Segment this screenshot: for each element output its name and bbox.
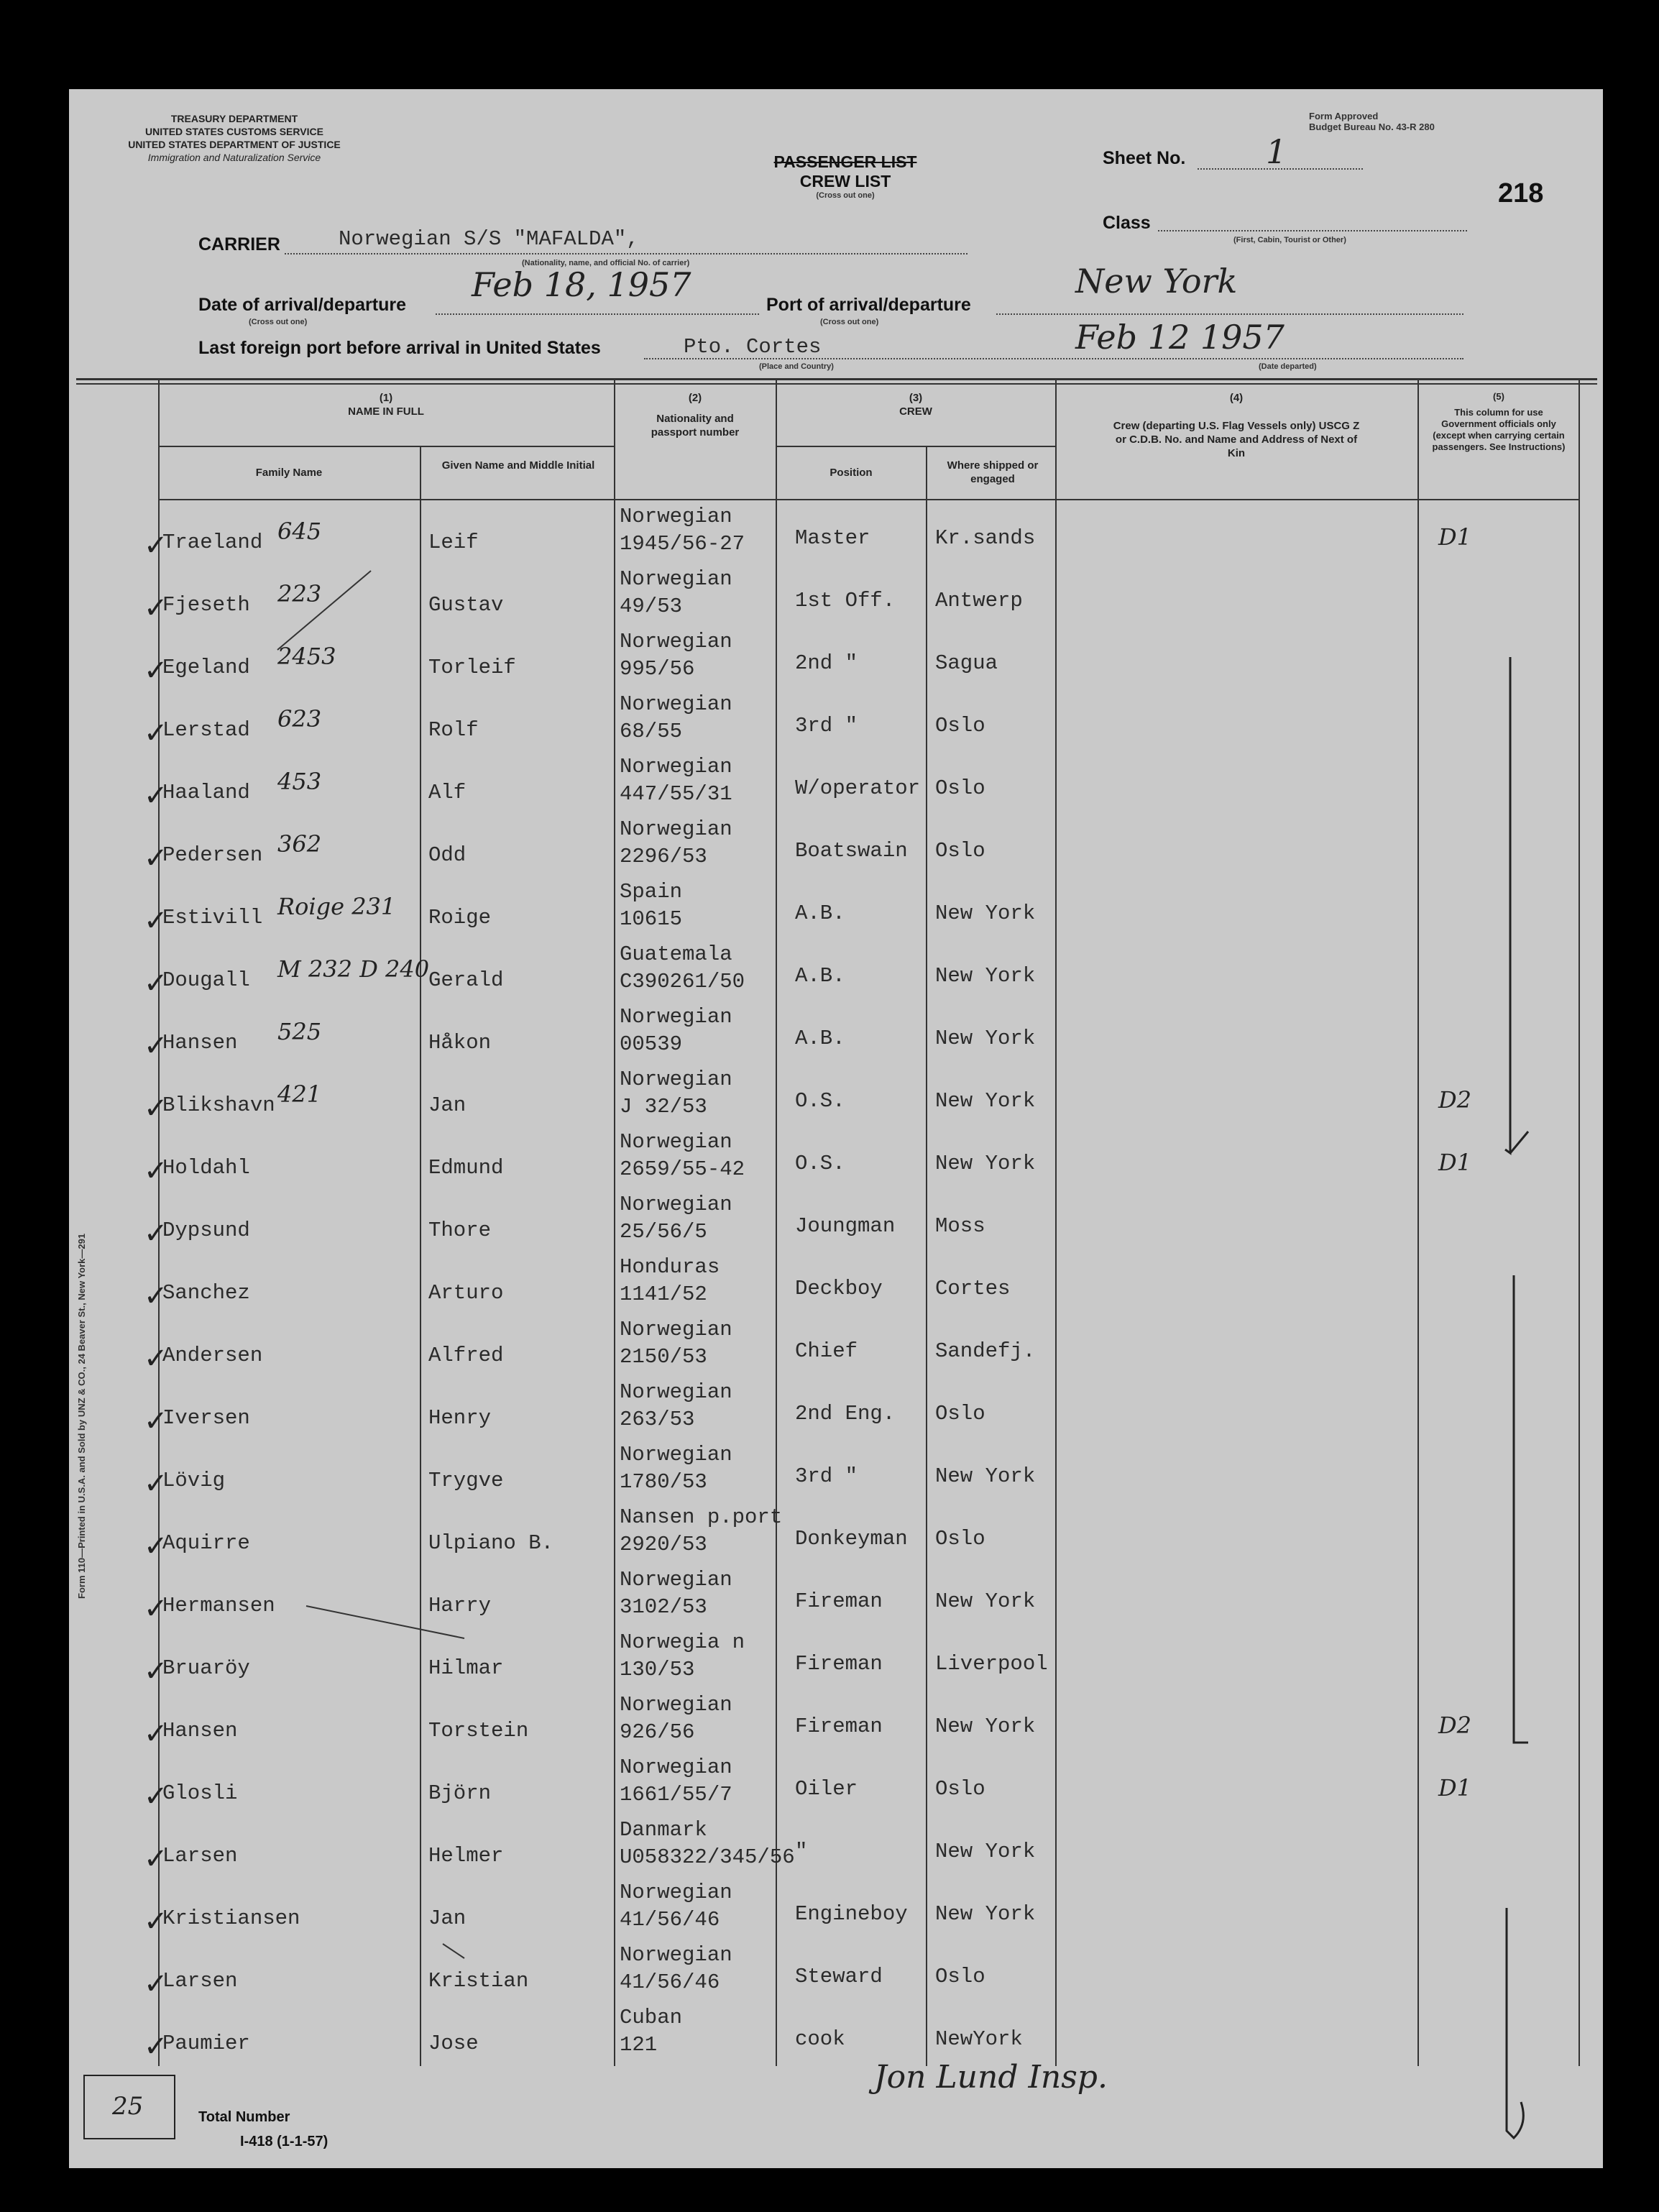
nationality: Norwegian	[620, 1318, 732, 1341]
nationality: Norwegian	[620, 1380, 732, 1404]
family-name: Iversen	[162, 1406, 250, 1430]
official-mark: D1	[1438, 523, 1472, 551]
family-name: Estivill	[162, 906, 263, 930]
passport-number: 1945/56-27	[620, 532, 745, 556]
passport-number: 130/53	[620, 1658, 695, 1681]
family-name: Andersen	[162, 1344, 263, 1367]
checkmark-icon: ✓	[144, 1655, 168, 1688]
last-port-value: Pto. Cortes	[684, 335, 822, 359]
family-name: Aquirre	[162, 1531, 250, 1555]
nationality: Norwegian	[620, 1130, 732, 1154]
given-name: Torleif	[428, 656, 516, 679]
where-engaged: New York	[935, 1089, 1036, 1113]
given-name: Håkon	[428, 1031, 492, 1055]
port-label: Port of arrival/departure	[766, 295, 971, 315]
total-value: 25	[112, 2092, 144, 2121]
class-note: (First, Cabin, Tourist or Other)	[1233, 236, 1346, 244]
printer-side-text: Form 110—Printed in U.S.A. and Sold by UNZ & CO., 24 Beaver St., New York—291	[76, 1233, 87, 1599]
position: "	[795, 1840, 808, 1863]
where-head: Where shipped or engaged	[947, 459, 1039, 485]
passport-number: 2150/53	[620, 1345, 707, 1369]
position: 2nd "	[795, 651, 858, 675]
nationality: Norwegian	[620, 1005, 732, 1029]
class-label: Class	[1103, 213, 1151, 233]
family-name: Larsen	[162, 1844, 238, 1868]
date-departed-note: (Date departed)	[1259, 362, 1317, 371]
passport-number: 1141/52	[620, 1282, 707, 1306]
checkmark-icon: ✓	[144, 1029, 168, 1063]
given-name: Roige	[428, 906, 492, 930]
inspector-signature: Jon Lund Insp.	[874, 2059, 1108, 2096]
checkmark-icon: ✓	[144, 904, 168, 937]
given-name: Alfred	[428, 1344, 504, 1367]
agency-line: TREASURY DEPARTMENT	[170, 113, 298, 124]
col1-sub-rule	[158, 446, 615, 447]
bracket-arrow-icon	[1514, 1275, 1528, 1743]
col1-title: NAME IN FULL	[348, 405, 424, 418]
given-name: Alf	[428, 781, 467, 804]
passenger-list-struck: PASSENGER LIST	[773, 152, 917, 171]
family-name: Bruaröy	[162, 1656, 250, 1680]
agency-line: UNITED STATES DEPARTMENT OF JUSTICE	[128, 139, 341, 150]
given-name: Rolf	[428, 718, 479, 742]
checkmark-icon: ✓	[144, 654, 168, 687]
given-name: Björn	[428, 1781, 492, 1805]
passport-number: 121	[620, 2033, 658, 2057]
position: Deckboy	[795, 1277, 883, 1300]
checkmark-icon: ✓	[144, 529, 168, 562]
staff-number-note: 223	[277, 580, 322, 607]
given-name: Jan	[428, 1093, 467, 1117]
col5-number: (5)	[1493, 391, 1504, 402]
position: Chief	[795, 1339, 858, 1363]
carrier-label: CARRIER	[198, 234, 280, 254]
where-engaged: Oslo	[935, 1527, 985, 1551]
where-engaged: Sandefj.	[935, 1339, 1036, 1363]
col4-title: Crew (departing U.S. Flag Vessels only) USCG Z or C.D.B. No. and Name and Address of Next of Kin	[1113, 420, 1360, 459]
staff-number-note: 623	[277, 705, 322, 733]
position: Engineboy	[795, 1902, 908, 1926]
date-departed-value: Feb 12 1957	[1075, 318, 1285, 357]
position: Oiler	[795, 1777, 858, 1801]
row-strikes	[162, 520, 809, 2174]
family-name: Sanchez	[162, 1281, 250, 1305]
where-engaged: Oslo	[935, 714, 985, 738]
total-label: Total Number	[198, 2109, 290, 2125]
passport-number: 25/56/5	[620, 1220, 707, 1244]
given-name: Jose	[428, 2032, 479, 2055]
position: O.S.	[795, 1089, 845, 1113]
bracket-arrow-icon	[1507, 1908, 1523, 2138]
given-name: Arturo	[428, 1281, 504, 1305]
family-name: Hermansen	[162, 1594, 275, 1617]
position: Master	[795, 526, 870, 550]
checkmark-icon: ✓	[144, 1968, 168, 2001]
nationality: Norwegian	[620, 1881, 732, 1904]
position: 3rd "	[795, 1464, 858, 1488]
checkmark-icon: ✓	[144, 1905, 168, 1938]
nationality: Norwegian	[620, 755, 732, 779]
family-name: Lerstad	[162, 718, 250, 742]
nationality: Norwegian	[620, 1443, 732, 1467]
where-engaged: Cortes	[935, 1277, 1011, 1300]
position: Steward	[795, 1965, 883, 1988]
where-engaged: Oslo	[935, 776, 985, 800]
position: 3rd "	[795, 714, 858, 738]
agency-header	[69, 112, 400, 164]
given-name: Gerald	[428, 968, 504, 992]
nationality: Nansen p.port	[620, 1505, 783, 1529]
where-engaged: Sagua	[935, 651, 998, 675]
passport-number: 1780/53	[620, 1470, 707, 1494]
family-name: Traeland	[162, 531, 263, 554]
passport-number: J 32/53	[620, 1095, 707, 1119]
checkmark-icon: ✓	[144, 1717, 168, 1750]
family-name: Glosli	[162, 1781, 238, 1805]
checkmark-icon: ✓	[144, 967, 168, 1000]
checkmark-icon: ✓	[144, 842, 168, 875]
position: 1st Off.	[795, 589, 896, 612]
port-note: (Cross out one)	[820, 318, 879, 326]
position: A.B.	[795, 964, 845, 988]
where-engaged: New York	[935, 964, 1036, 988]
passport-number: 447/55/31	[620, 782, 732, 806]
given-name-head: Given Name and Middle Initial	[441, 459, 595, 472]
position: Fireman	[795, 1715, 883, 1738]
given-name: Ulpiano B.	[428, 1531, 554, 1555]
staff-number-note: 453	[277, 768, 322, 795]
position: cook	[795, 2027, 845, 2051]
checkmark-icon: ✓	[144, 1217, 168, 1250]
given-name: Odd	[428, 843, 467, 867]
passport-number: 10615	[620, 907, 683, 931]
col4-head	[1057, 391, 1416, 460]
col3-title: CREW	[899, 405, 932, 418]
page-number: 218	[1498, 178, 1544, 208]
where-engaged: New York	[935, 901, 1036, 925]
col1-head	[158, 391, 614, 418]
given-name: Torstein	[428, 1719, 529, 1743]
crew-list-form	[69, 89, 1603, 2168]
nationality: Norwegian	[620, 630, 732, 653]
official-mark: D2	[1438, 1086, 1472, 1114]
nationality: Norwegian	[620, 817, 732, 841]
col3-number: (3)	[909, 392, 923, 404]
checkmark-icon: ✓	[144, 717, 168, 750]
family-name: Hansen	[162, 1719, 238, 1743]
family-name-head: Family Name	[255, 467, 323, 479]
col5-title: This column for use Government officials only (except when carrying certain passengers. See Instructions)	[1432, 407, 1566, 452]
nationality: Norwegia n	[620, 1630, 745, 1654]
header-bottom-rule	[158, 499, 1578, 500]
family-name: Paumier	[162, 2032, 250, 2055]
passport-number: 2296/53	[620, 845, 707, 868]
col2-number: (2)	[688, 392, 702, 404]
family-name: Fjeseth	[162, 593, 250, 617]
port-value: New York	[1075, 262, 1238, 300]
nationality: Norwegian	[620, 1756, 732, 1779]
given-name: Kristian	[428, 1969, 529, 1993]
col1-number: (1)	[379, 392, 393, 404]
checkmark-icon: ✓	[144, 1780, 168, 1813]
family-name: Kristiansen	[162, 1906, 300, 1930]
agency-line: UNITED STATES CUSTOMS SERVICE	[145, 126, 323, 137]
checkmark-icon: ✓	[144, 1405, 168, 1438]
staff-number-note: M 232 D 240	[277, 955, 430, 983]
nationality: Cuban	[620, 2006, 683, 2029]
given-name: Harry	[428, 1594, 492, 1617]
checkmark-icon: ✓	[144, 1842, 168, 1876]
staff-number-note: 525	[277, 1018, 322, 1045]
position: A.B.	[795, 1027, 845, 1050]
given-name: Jan	[428, 1906, 467, 1930]
date-line	[436, 313, 759, 315]
family-name: Blikshavn	[162, 1093, 275, 1117]
where-engaged: New York	[935, 1589, 1036, 1613]
crew-list-title: CREW LIST	[799, 172, 891, 191]
position: Fireman	[795, 1589, 883, 1613]
where-engaged: NewYork	[935, 2027, 1023, 2051]
col3-head	[777, 391, 1054, 418]
passport-number: 68/55	[620, 720, 683, 743]
table-top-rule	[76, 378, 1597, 380]
position: 2nd Eng.	[795, 1402, 896, 1426]
agency-line: Immigration and Naturalization Service	[147, 152, 321, 163]
nationality: Honduras	[620, 1255, 720, 1279]
passport-number: 41/56/46	[620, 1908, 720, 1932]
where-engaged: New York	[935, 1840, 1036, 1863]
col4-number: (4)	[1229, 392, 1244, 404]
family-name: Egeland	[162, 656, 250, 679]
where-engaged: Oslo	[935, 1777, 985, 1801]
passport-number: 3102/53	[620, 1595, 707, 1619]
nationality: Norwegian	[620, 1568, 732, 1592]
bracket-arrow-icon	[1505, 657, 1528, 1153]
family-name: Hansen	[162, 1031, 238, 1055]
where-engaged: Oslo	[935, 1402, 985, 1426]
where-engaged: New York	[935, 1027, 1036, 1050]
where-engaged: Moss	[935, 1214, 985, 1238]
checkmark-icon: ✓	[144, 1592, 168, 1625]
place-note: (Place and Country)	[759, 362, 834, 371]
form-approved-text: Form Approved	[1309, 111, 1379, 121]
passport-number: 995/56	[620, 657, 695, 681]
passport-number: 1661/55/7	[620, 1783, 732, 1807]
nationality: Norwegian	[620, 1193, 732, 1216]
where-engaged: Antwerp	[935, 589, 1023, 612]
checkmark-icon: ✓	[144, 1342, 168, 1375]
checkmark-icon: ✓	[144, 1280, 168, 1313]
list-type-note: (Cross out one)	[816, 191, 875, 200]
given-name: Leif	[428, 531, 479, 554]
carrier-value: Norwegian S/S "MAFALDA",	[339, 227, 639, 251]
official-mark: D1	[1438, 1149, 1472, 1176]
position: W/operator	[795, 776, 921, 800]
date-note: (Cross out one)	[249, 318, 308, 326]
position: Donkeyman	[795, 1527, 908, 1551]
col5-head	[1420, 391, 1577, 453]
passport-number: 926/56	[620, 1720, 695, 1744]
where-engaged: New York	[935, 1152, 1036, 1175]
col3-sub-rule	[776, 446, 1056, 447]
passport-number: 2659/55-42	[620, 1157, 745, 1181]
where-engaged: Kr.sands	[935, 526, 1036, 550]
given-name: Edmund	[428, 1156, 504, 1180]
where-engaged: New York	[935, 1715, 1036, 1738]
checkmark-icon: ✓	[144, 1467, 168, 1500]
class-line	[1158, 230, 1467, 231]
carrier-line	[285, 253, 968, 254]
family-name: Pedersen	[162, 843, 263, 867]
staff-number-note: 421	[277, 1080, 322, 1108]
family-name: Dougall	[162, 968, 250, 992]
staff-number-note: Roige 231	[277, 893, 396, 920]
date-label: Date of arrival/departure	[198, 295, 406, 315]
family-name: Dypsund	[162, 1219, 250, 1242]
where-engaged: New York	[935, 1464, 1036, 1488]
official-brackets	[1420, 520, 1578, 2174]
port-line	[996, 313, 1463, 315]
col2-head	[615, 391, 775, 439]
given-name: Hilmar	[428, 1656, 504, 1680]
date-value: Feb 18, 1957	[472, 265, 691, 304]
sheet-number: 1	[1266, 132, 1287, 171]
sheet-label: Sheet No.	[1103, 148, 1186, 168]
where-engaged: Oslo	[935, 1965, 985, 1988]
position: Boatswain	[795, 839, 908, 863]
passport-number: 00539	[620, 1032, 683, 1056]
where-engaged: New York	[935, 1902, 1036, 1926]
carrier-note: (Nationality, name, and official No. of carrier)	[522, 259, 690, 267]
checkmark-icon: ✓	[144, 1530, 168, 1563]
given-name: Henry	[428, 1406, 492, 1430]
given-name: Gustav	[428, 593, 504, 617]
form-number: I-418 (1-1-57)	[240, 2134, 328, 2149]
where-engaged: Oslo	[935, 839, 985, 863]
staff-number-note: 645	[277, 518, 322, 545]
col2-title: Nationality and passport number	[651, 413, 740, 439]
official-mark: D2	[1438, 1712, 1472, 1739]
passport-number: 41/56/46	[620, 1970, 720, 1994]
passport-number: 2920/53	[620, 1533, 707, 1556]
table-top-rule-2	[76, 383, 1597, 385]
given-name: Thore	[428, 1219, 492, 1242]
family-name: Larsen	[162, 1969, 238, 1993]
passport-number: C390261/50	[620, 970, 745, 993]
passport-number: 49/53	[620, 595, 683, 618]
nationality: Danmark	[620, 1818, 707, 1842]
total-box	[83, 2075, 175, 2139]
given-name: Helmer	[428, 1844, 504, 1868]
budget-bureau-text: Budget Bureau No. 43-R 280	[1309, 121, 1435, 132]
position: A.B.	[795, 901, 845, 925]
given-name: Trygve	[428, 1469, 504, 1492]
passport-number: U058322/345/56	[620, 1845, 795, 1869]
nationality: Norwegian	[620, 1068, 732, 1091]
nationality: Norwegian	[620, 567, 732, 591]
nationality: Norwegian	[620, 505, 732, 528]
position: O.S.	[795, 1152, 845, 1175]
position-head: Position	[830, 467, 873, 479]
checkmark-icon: ✓	[144, 1092, 168, 1125]
nationality: Spain	[620, 880, 683, 904]
nationality: Norwegian	[620, 1693, 732, 1717]
checkmark-icon: ✓	[144, 779, 168, 812]
nationality: Norwegian	[620, 692, 732, 716]
position: Fireman	[795, 1652, 883, 1676]
nationality: Norwegian	[620, 1943, 732, 1967]
list-type-block	[759, 152, 932, 200]
official-mark: D1	[1438, 1774, 1472, 1802]
family-name: Holdahl	[162, 1156, 250, 1180]
checkmark-icon: ✓	[144, 592, 168, 625]
staff-number-note: 2453	[277, 643, 336, 670]
family-name: Haaland	[162, 781, 250, 804]
checkmark-icon: ✓	[144, 1155, 168, 1188]
passport-number: 263/53	[620, 1408, 695, 1431]
staff-number-note: 362	[277, 830, 322, 858]
checkmark-icon: ✓	[144, 2030, 168, 2063]
form-approved	[1309, 111, 1435, 132]
position: Joungman	[795, 1214, 896, 1238]
last-port-label: Last foreign port before arrival in United States	[198, 338, 601, 358]
family-name: Lövig	[162, 1469, 226, 1492]
where-engaged: Liverpool	[935, 1652, 1048, 1676]
nationality: Guatemala	[620, 942, 732, 966]
